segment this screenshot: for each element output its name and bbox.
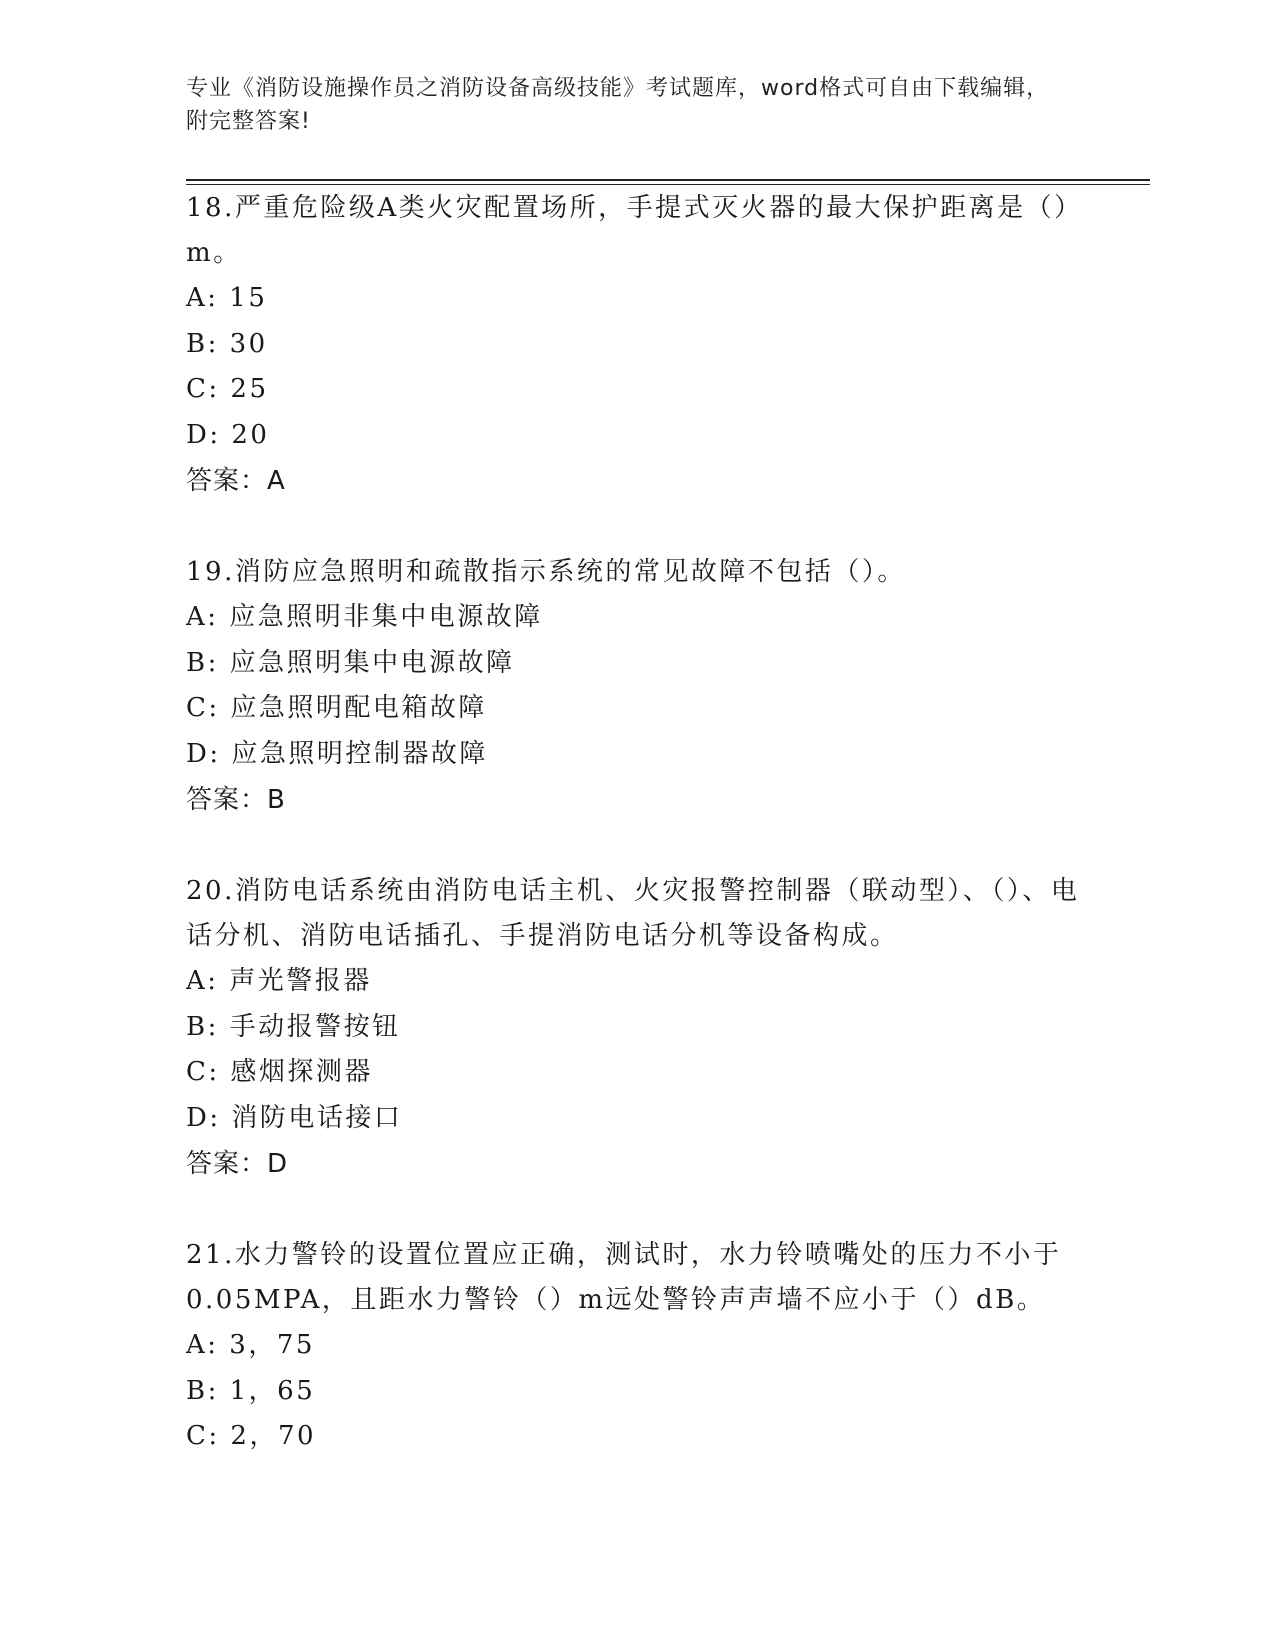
question-stem: 21.水力警铃的设置位置应正确，测试时，水力铃喷嘴处的压力不小于0.05MPA，且距水力警铃（）m远处警铃声声墙不应小于（）dB。 — [186, 1240, 1062, 1315]
answer: 答案：B — [186, 785, 286, 815]
header-rule-bottom — [186, 184, 1150, 185]
option-b: B: 手动报警按钮 — [186, 1011, 401, 1042]
option-c: C: 25 — [186, 374, 269, 404]
option-a: A: 声光警报器 — [186, 966, 372, 996]
option-b: B: 30 — [186, 328, 268, 359]
question-21 — [186, 1233, 1086, 1460]
option-c: C: 感烟探测器 — [186, 1057, 373, 1087]
answer: 答案：D — [186, 1149, 289, 1179]
option-c: C: 2，70 — [186, 1421, 317, 1451]
option-a: A: 3，75 — [186, 1330, 315, 1360]
question-stem: 19.消防应急照明和疏散指示系统的常见故障不包括（）。 — [186, 557, 906, 587]
question-20 — [186, 869, 1086, 1187]
option-c: C: 应急照明配电箱故障 — [186, 693, 487, 723]
option-d: D: 20 — [186, 419, 270, 450]
header-rule-top — [186, 179, 1150, 181]
question-19 — [186, 550, 1086, 823]
option-d: D: 应急照明控制器故障 — [186, 738, 488, 769]
option-b: B: 1，65 — [186, 1375, 316, 1406]
question-18 — [186, 186, 1086, 504]
question-list — [186, 186, 1086, 1506]
option-a: A: 15 — [186, 283, 268, 313]
option-a: A: 应急照明非集中电源故障 — [186, 602, 543, 632]
question-stem: 20.消防电话系统由消防电话主机、火灾报警控制器（联动型）、（）、电话分机、消防电话插孔、手提消防电话分机等设备构成。 — [186, 876, 1080, 951]
document-header: 专业《消防设施操作员之消防设备高级技能》考试题库，word格式可自由下载编辑，附完整答案! — [186, 76, 1050, 134]
option-d: D: 消防电话接口 — [186, 1102, 403, 1133]
question-stem: 18.严重危险级A类火灾配置场所，手提式灭火器的最大保护距离是（）m。 — [186, 193, 1083, 268]
option-b: B: 应急照明集中电源故障 — [186, 647, 515, 678]
answer: 答案：A — [186, 466, 286, 496]
